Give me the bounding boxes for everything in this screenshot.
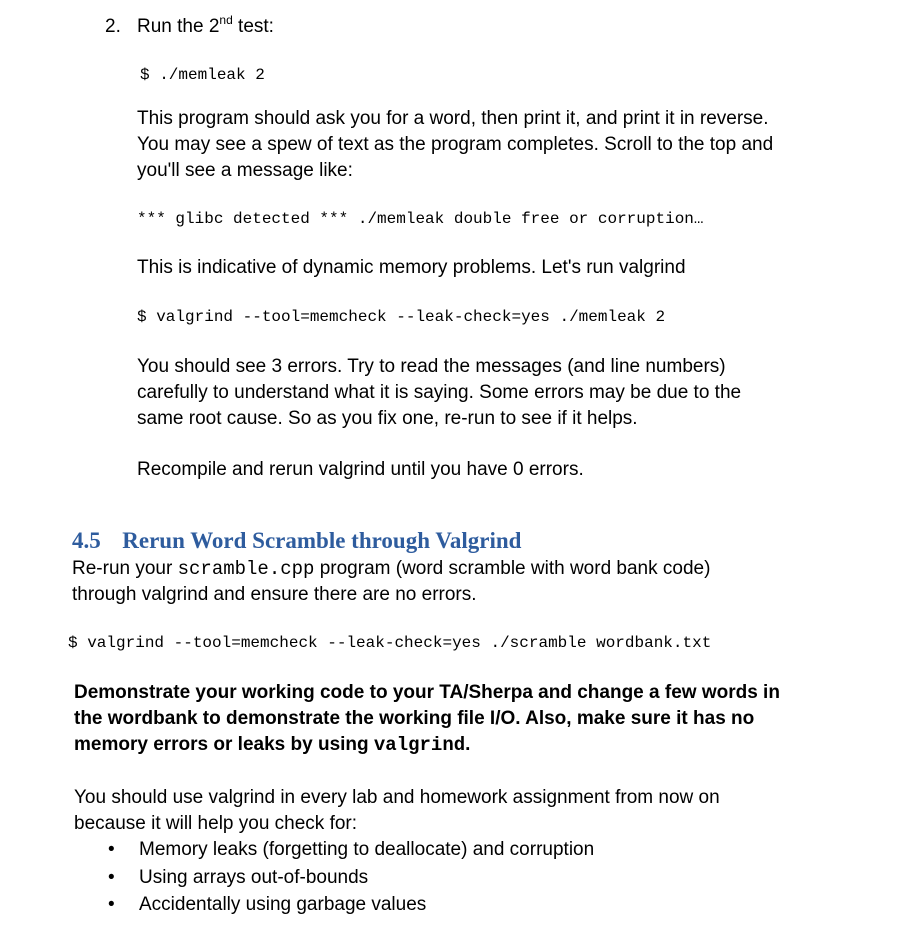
demo-text: . [465, 734, 471, 755]
section-title: Rerun Word Scramble through Valgrind [122, 528, 522, 553]
bullet-icon: • [108, 867, 115, 888]
demo-text: memory errors or leaks by using [74, 734, 374, 755]
paragraph-line: Demonstrate your working code to your TA/Sherpa and change a few words in [74, 682, 780, 703]
paragraph-line: carefully to understand what it is saying. Some errors may be due to the [137, 382, 742, 403]
step2-paragraph-4: Recompile and rerun valgrind until you have 0 errors. [137, 459, 584, 480]
memleak-command: $ ./memleak 2 [140, 66, 265, 84]
step-title-before: Run the 2 [137, 16, 220, 37]
paragraph-line: because it will help you check for: [74, 813, 358, 834]
list-item: Accidentally using garbage values [139, 894, 427, 915]
demonstrate-instructions [74, 680, 780, 758]
section-number: 4.5 [72, 528, 101, 553]
list-item: Memory leaks (forgetting to deallocate) and corruption [139, 839, 595, 860]
scramble-filename: scramble.cpp [177, 558, 315, 580]
intro-line-1 [72, 556, 710, 582]
paragraph-line [74, 732, 780, 758]
intro-text: Re-run your [72, 558, 178, 579]
intro-text: program (word scramble with word bank code) [314, 558, 711, 579]
paragraph-line: You should see 3 errors. Try to read the messages (and line numbers) [137, 356, 726, 377]
step2-paragraph-1 [137, 106, 773, 184]
section-intro [72, 556, 710, 608]
usage-paragraph [74, 785, 720, 837]
glibc-error-message: *** glibc detected *** ./memleak double free or corruption… [137, 210, 704, 228]
step-title [137, 14, 274, 40]
paragraph-line: the wordbank to demonstrate the working file I/O. Also, make sure it has no [74, 708, 755, 729]
step-title-superscript: nd [219, 13, 233, 27]
section-heading [72, 527, 521, 555]
paragraph-line: You may see a spew of text as the program completes. Scroll to the top and [137, 134, 774, 155]
paragraph-line: you'll see a message like: [137, 160, 353, 181]
valgrind-memleak-command: $ valgrind --tool=memcheck --leak-check=yes ./memleak 2 [137, 308, 666, 326]
bullet-icon: • [108, 839, 115, 860]
step2-paragraph-2: This is indicative of dynamic memory problems. Let's run valgrind [137, 257, 686, 278]
bullet-icon: • [108, 894, 115, 915]
list-item: Using arrays out-of-bounds [139, 867, 369, 888]
paragraph-line: same root cause. So as you fix one, re-run to see if it helps. [137, 408, 638, 429]
valgrind-scramble-command: $ valgrind --tool=memcheck --leak-check=yes ./scramble wordbank.txt [68, 634, 712, 652]
intro-line-2: through valgrind and ensure there are no errors. [72, 584, 477, 605]
step-title-after: test: [232, 16, 274, 37]
valgrind-code: valgrind [373, 734, 466, 756]
step-number: 2. [105, 16, 121, 37]
paragraph-line: You should use valgrind in every lab and homework assignment from now on [74, 787, 720, 808]
paragraph-line: This program should ask you for a word, then print it, and print it in reverse. [137, 108, 769, 129]
step2-paragraph-3 [137, 354, 741, 432]
